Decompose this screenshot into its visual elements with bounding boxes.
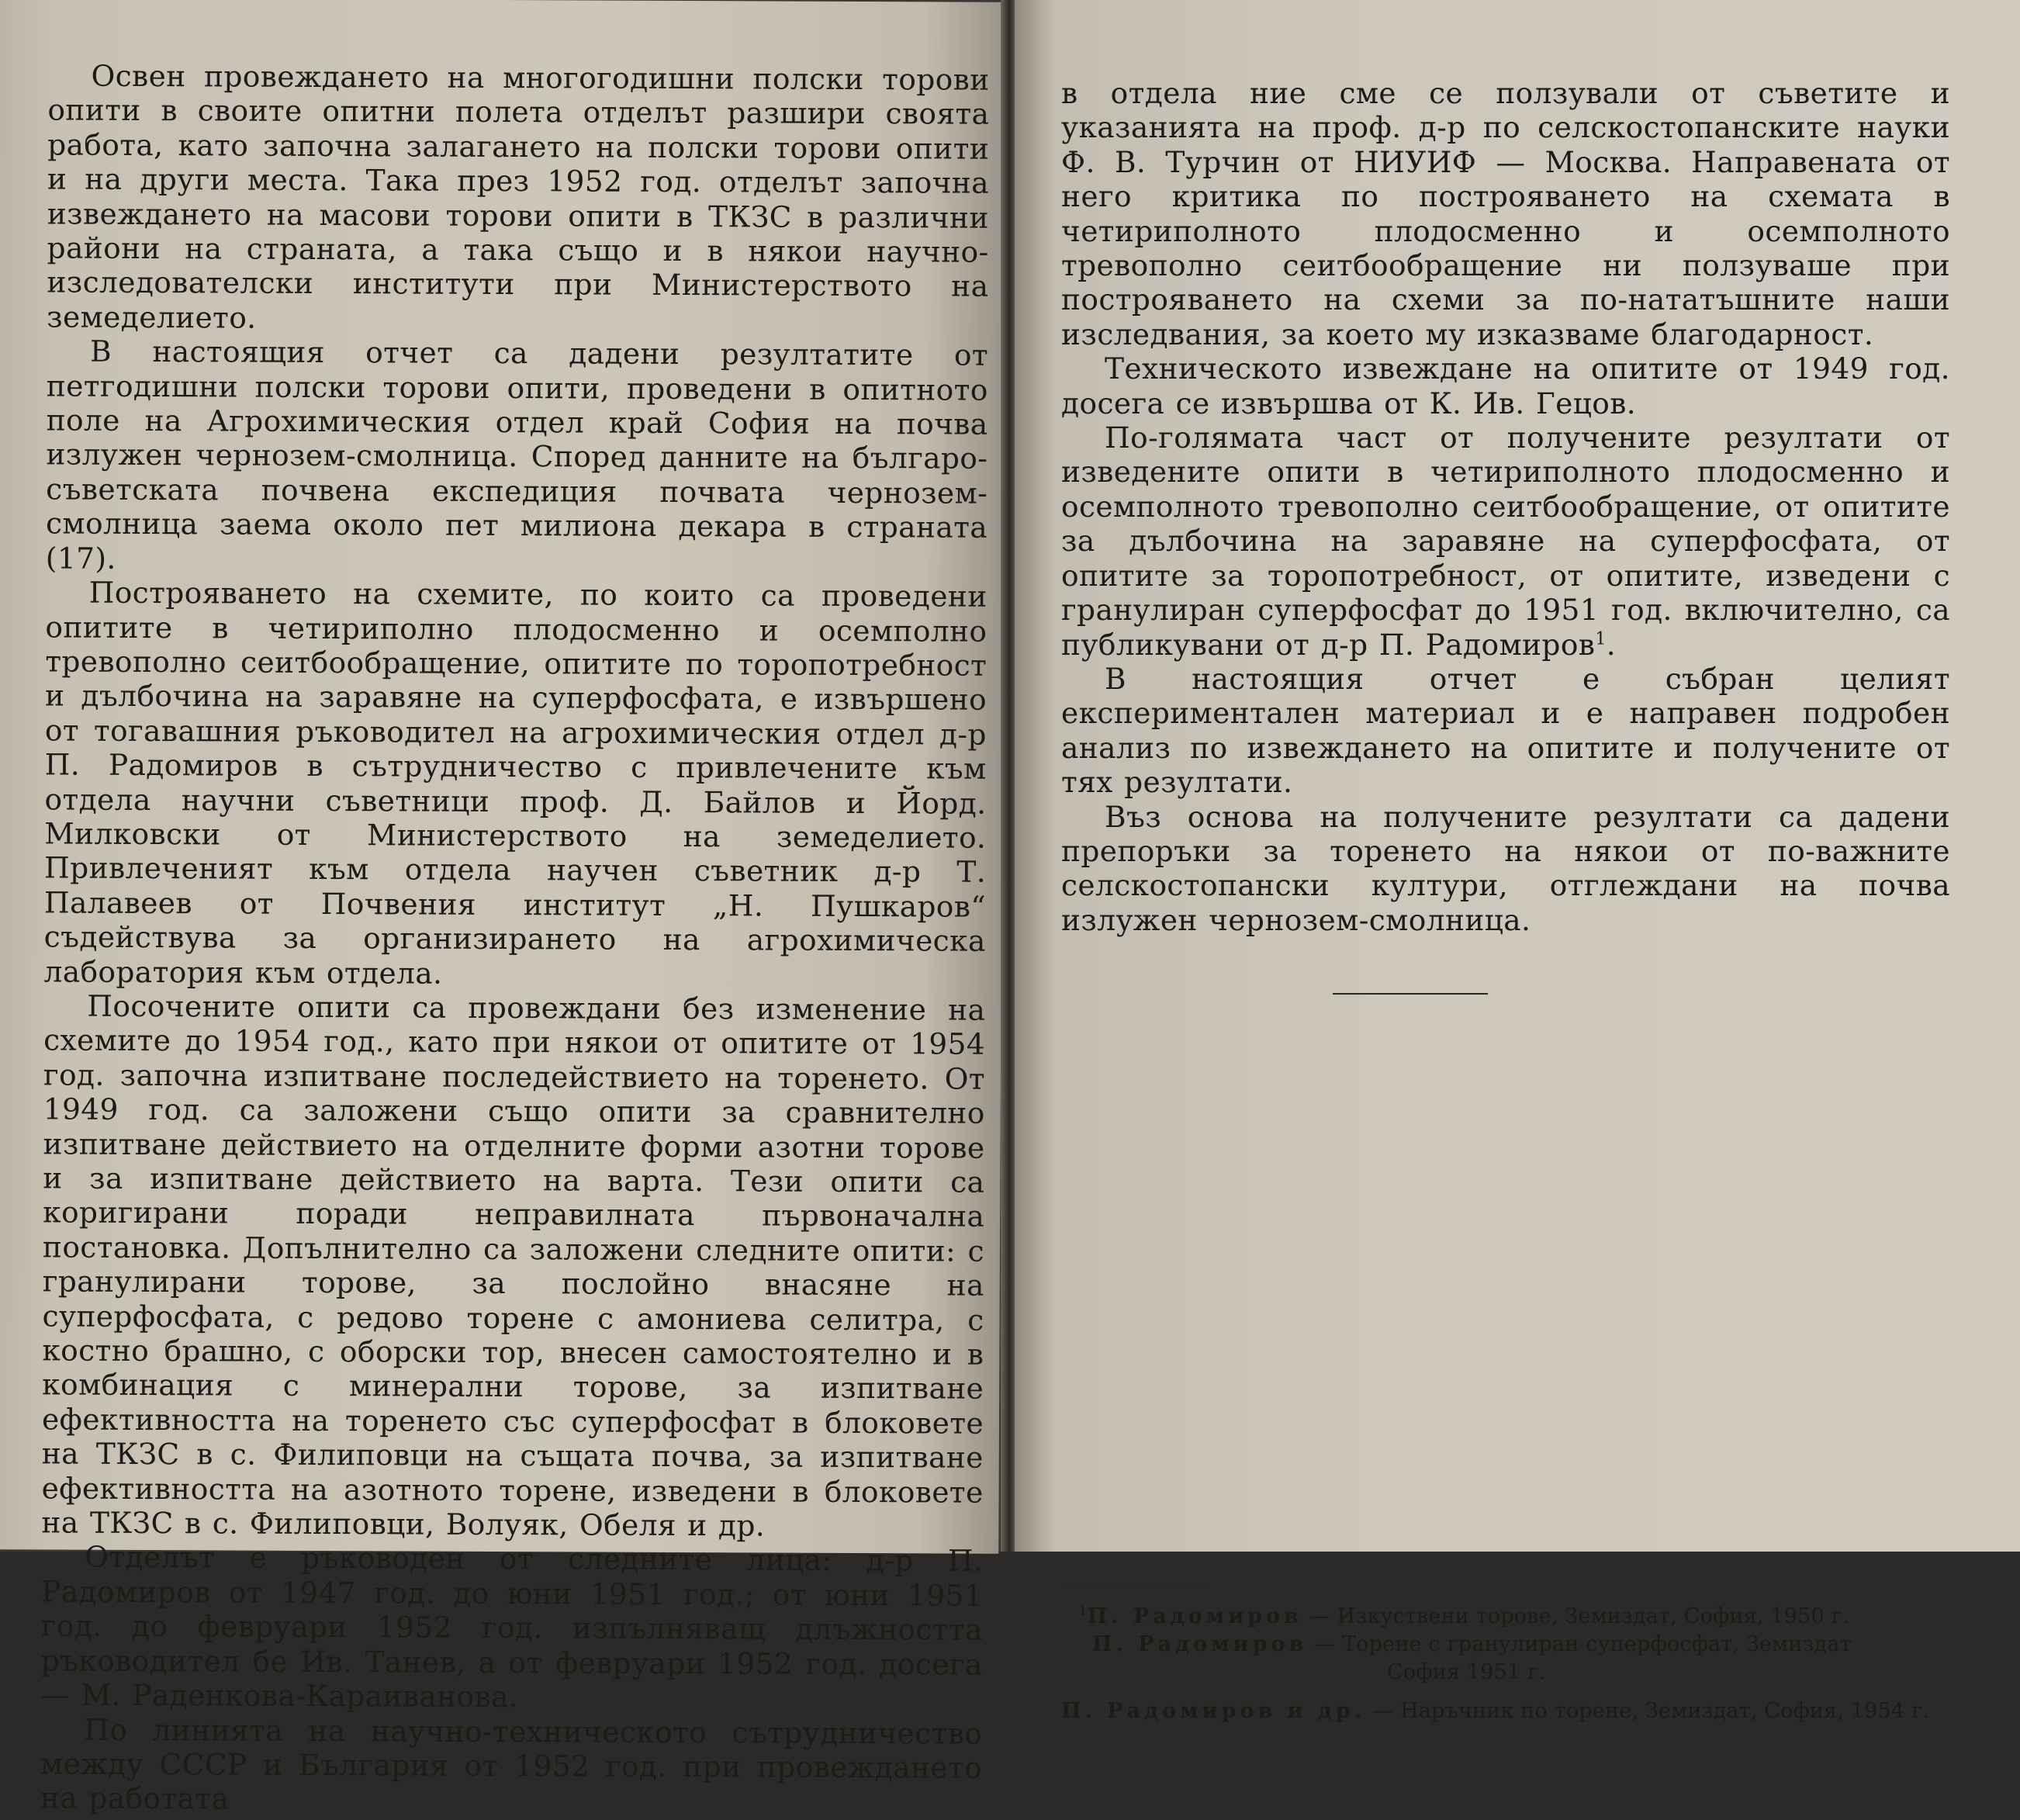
- footnote-3-author: П. Радомиров и др.: [1061, 1699, 1366, 1724]
- left-paragraph-5: Отделът е ръководен от следните лица: д-р П. Радомиров от 1947 год. до юни 1951 год.; от юни 1951 год. до февруари 1952 год. изпълняващ длъжността ръководител бе Ив. Танев, а от февруари 1952 год. досега — М. Раденкова-Караиванова.: [40, 1540, 984, 1714]
- left-paragraph-2: В настоящия отчет са дадени резултатите от петгодишни полски торови опити, проведени в опитното поле на Агрохимическия отдел край София на почва излужен чернозем-смолница. Според данните на българо-съветската почвена експедиция почвата чернозем-смолница заема около пет милиона декара в страната (17).: [45, 334, 989, 576]
- right-paragraph-3-text: По-голямата част от получените резултати от изведените опити в четириполното плодосменно и осемполното тревополно сеитбообращение, от опитите за дълбочина на заравяне на суперфосфата, от опитите за торопотребност, от опитите, изведени с гранулиран суперфосфат до 1951 год. включително, са публикувани от д-р П. Радомиров: [1061, 420, 1950, 662]
- footnote-reference: 1: [1595, 629, 1607, 649]
- right-page: [1015, 0, 2020, 1724]
- footnote-1-author: П. Радомиров: [1087, 1604, 1302, 1629]
- right-paragraph-1: в отдела ние сме се ползували от съветите и указанията на проф. д-р по селскостопанските науки Ф. В. Турчин от НИУИФ — Москва. Направената от него критика по построяването на схемата в четириполното плодосменно и осемполното тревополно сеитбообращение ни ползуваше при построяването на схеми за по-нататъшните наши изследвания, за което му изказваме благодарност.: [1061, 76, 1950, 351]
- footnote-1: [1061, 1603, 1950, 1631]
- footnote-divider: [1061, 1584, 1209, 1586]
- left-paragraph-3: Построяването на схемите, по които са проведени опитите в четириполно плодосменно и осемполно тревополно сеитбообращение, опитите по торопотребност и дълбочина на заравяне на суперфосфата, е извършено от тогавашния ръководител на агрохимическия отдел д-р П. Радомиров в сътрудничество с привлечените към отдела научни съветници проф. Д. Байлов и Йорд. Милковски от Министерството на земеделието. Привлеченият към отдела научен съветник д-р Т. Палавеев от Почвения институт „Н. Пушкаров“ съдействува за организирането на агрохимическа лаборатория към отдела.: [43, 575, 988, 991]
- left-page: [0, 0, 1005, 1816]
- right-paragraph-2: Техническото извеждане на опитите от 1949 год. досега се извършва от К. Ив. Гецов.: [1061, 351, 1950, 420]
- footnote-2-continuation: София 1951 г.: [1387, 1660, 1546, 1685]
- section-divider: [1333, 993, 1488, 995]
- right-paragraph-4: В настоящия отчет е събран целият експериментален материал и е направен подробен анализ по извеждането на опитите и получените от тях резултати.: [1061, 661, 1950, 800]
- footnote-2-author: П. Радомиров: [1092, 1632, 1308, 1657]
- right-paragraph-5: Въз основа на получените резултати са дадени препоръки за торенето на някои от по-важните селскостопански култури, отглеждани на почва излужен чернозем-смолница.: [1061, 799, 1950, 937]
- left-paragraph-6: По линията на научно-техническото сътрудничество между СССР и България от 1952 год. при провеждането на работата: [40, 1712, 983, 1816]
- left-paragraph-1: Освен провеждането на многогодишни полски торови опити в своите опитни полета отделът разшири своята работа, като започна залагането на полски торови опити и на други места. Така през 1952 год. отделът започна извеждането на масови торови опити в ТКЗС в различни райони на страната, а така също и в някои научно-изследователски институти при Министерството на земеделието.: [47, 58, 990, 335]
- footnote-3: [1061, 1697, 1950, 1725]
- right-paragraph-3: По-голямата част от получените резултати от изведените опити в четириполното плодосменно и осемполното тревополно сеитбообращение, от опитите за дълбочина на заравяне на суперфосфата, от опитите за торопотребност, от опитите, изведени с гранулиран суперфосфат до 1951 год. включително, са публикувани от д-р П. Радомиров$^1$.: [1061, 420, 1950, 662]
- footnote-1-text: — Изкуствени торове, Земиздат, София, 1950 г.: [1302, 1604, 1849, 1629]
- left-paragraph-4: Посочените опити са провеждани без изменение на схемите до 1954 год., като при някои от опитите от 1954 год. започна изпитване последействието на торенето. От 1949 год. са заложени също опити за сравнително изпитване действието на отделните форми азотни торове и за изпитване действието на варта. Тези опити са коригирани поради неправилната първоначална постановка. Допълнително са заложени следните опити: с гранулирани торове, за послойно внасяне на суперфосфата, с редово торене с амониева селитра, с костно брашно, с оборски тор, внесен самостоятелно и в комбинация с минерални торове, за изпитване ефективността на торенето със суперфосфат в блоковете на ТКЗС в с. Филиповци на същата почва, за изпитване ефективността на азотното торене, изведени в блоковете на ТКЗС в с. Филиповци, Волуяк, Обеля и др.: [41, 988, 986, 1543]
- footnote-1-marker: 1: [1078, 1603, 1088, 1620]
- footnotes: [1061, 1603, 1950, 1725]
- footnote-2-text: — Торене с гранулиран суперфосфат, Земиздат: [1307, 1632, 1852, 1657]
- footnote-2: [1061, 1631, 1950, 1659]
- footnote-3-text: — Наръчник по торене, Земиздат, София, 1954 г.: [1365, 1699, 1930, 1724]
